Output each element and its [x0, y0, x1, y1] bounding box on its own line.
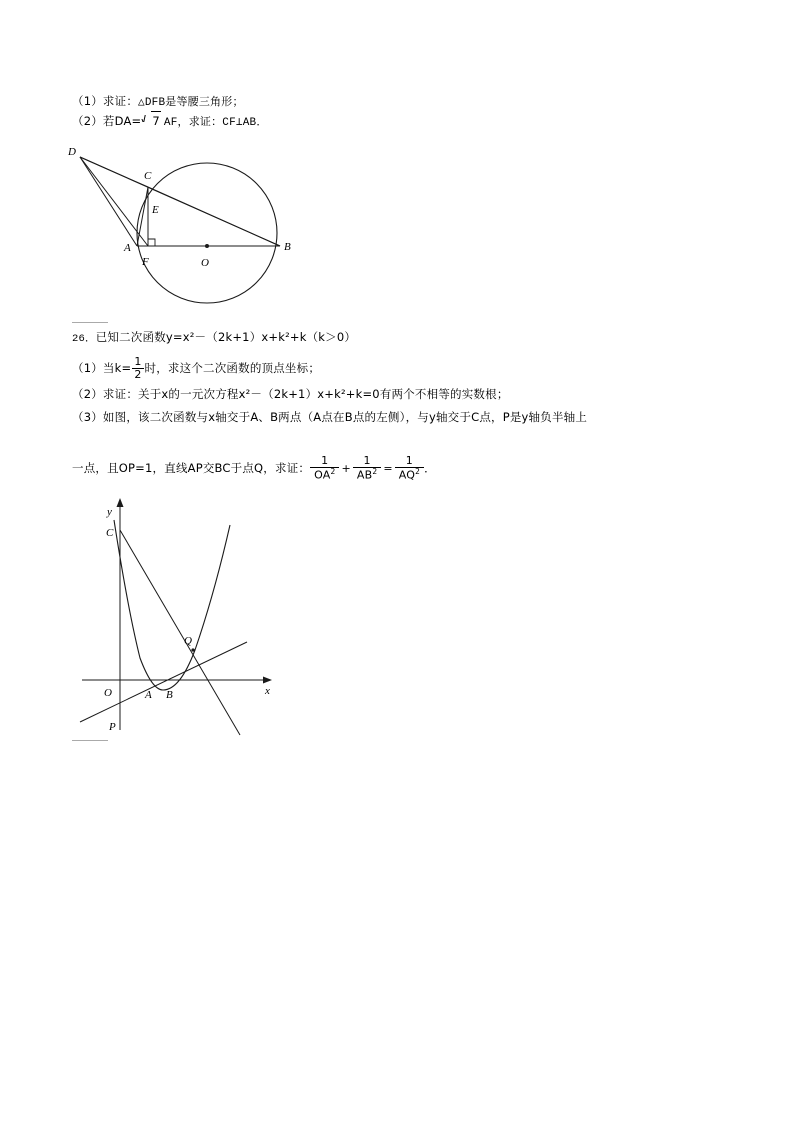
svg-text:B: B	[166, 689, 173, 701]
problem25-sub2-mid: AF，求证：CF⊥AB．	[163, 117, 268, 129]
svg-text:B: B	[284, 241, 291, 253]
problem26-sub1	[72, 356, 732, 380]
problem26-stem	[72, 328, 732, 349]
svg-text:O: O	[104, 687, 112, 699]
svg-text:F: F	[142, 256, 149, 268]
problem26-sub2-text: （2）求证：关于x的一元次方程x²－（2k+1）x+k²+k=0有两个不相等的实数根；	[72, 387, 509, 401]
svg-text:A: A	[145, 689, 152, 701]
fraction-denominator: 2	[134, 367, 142, 381]
svg-text:O: O	[201, 257, 209, 269]
svg-text:C: C	[144, 170, 152, 182]
svg-text:D: D	[68, 146, 76, 158]
svg-text:x: x	[265, 685, 270, 697]
term-1	[310, 455, 339, 482]
svg-text:A: A	[124, 242, 131, 254]
term-3-denominator: $AQ^2$	[398, 467, 421, 482]
plus-operator: +	[341, 461, 351, 475]
fraction-numerator: 1	[134, 355, 142, 368]
section-divider	[72, 322, 108, 323]
svg-text:E: E	[152, 204, 159, 216]
term-1-numerator: 1	[310, 455, 339, 468]
svg-text:Q: Q	[184, 635, 192, 647]
problem26-sub3	[72, 408, 772, 427]
problem26-sub2	[72, 385, 762, 404]
problem25-sub2	[72, 111, 712, 133]
term-2-numerator: 1	[353, 455, 381, 468]
term-2	[353, 455, 381, 482]
problem26-number: 26．	[72, 333, 96, 345]
equation-group	[310, 455, 424, 482]
problem25-sub2-prefix: （2）若DA=	[72, 114, 142, 128]
figure-circle-diagram	[62, 135, 482, 315]
sqrt-symbol	[142, 111, 163, 131]
term-3	[395, 455, 424, 482]
term-3-numerator: 1	[395, 455, 424, 468]
figure-parabola-diagram	[62, 490, 342, 750]
term-1-denominator: $OA^2$	[314, 467, 336, 482]
problem26-sub4-a: 一点，且OP=1，直线AP交BC于点Q，求证：	[72, 460, 311, 475]
problem26-sub4-b: ．	[424, 460, 436, 475]
equals-operator: =	[383, 461, 393, 475]
term-2-denominator: $AB^2$	[356, 467, 378, 482]
problem25-sub1-text: △DFB是等腰三角形；	[138, 97, 244, 109]
svg-text:P: P	[109, 721, 116, 733]
problem26-stem-text: 已知二次函数y=x²－（2k+1）x+k²+k（k＞0）	[95, 330, 357, 344]
problem25-sub1-prefix: （1）求证：	[72, 94, 139, 108]
problem25-sub1	[72, 92, 712, 113]
fraction-one-half	[132, 356, 143, 380]
svg-text:y: y	[107, 506, 112, 518]
sqrt-radicand: 7	[151, 111, 161, 131]
problem26-sub3-text: （3）如图，该二次函数与x轴交于A、B两点（A点在B点的左侧），与y轴交于C点，P是y轴负半轴上	[72, 410, 588, 424]
svg-text:C: C	[106, 527, 114, 539]
section-divider-bottom	[72, 740, 108, 741]
problem26-sub4	[72, 455, 772, 482]
problem26-sub1-b: 时，求这个二次函数的顶点坐标；	[144, 360, 321, 375]
problem26-sub1-a: （1）当k=	[72, 360, 132, 375]
